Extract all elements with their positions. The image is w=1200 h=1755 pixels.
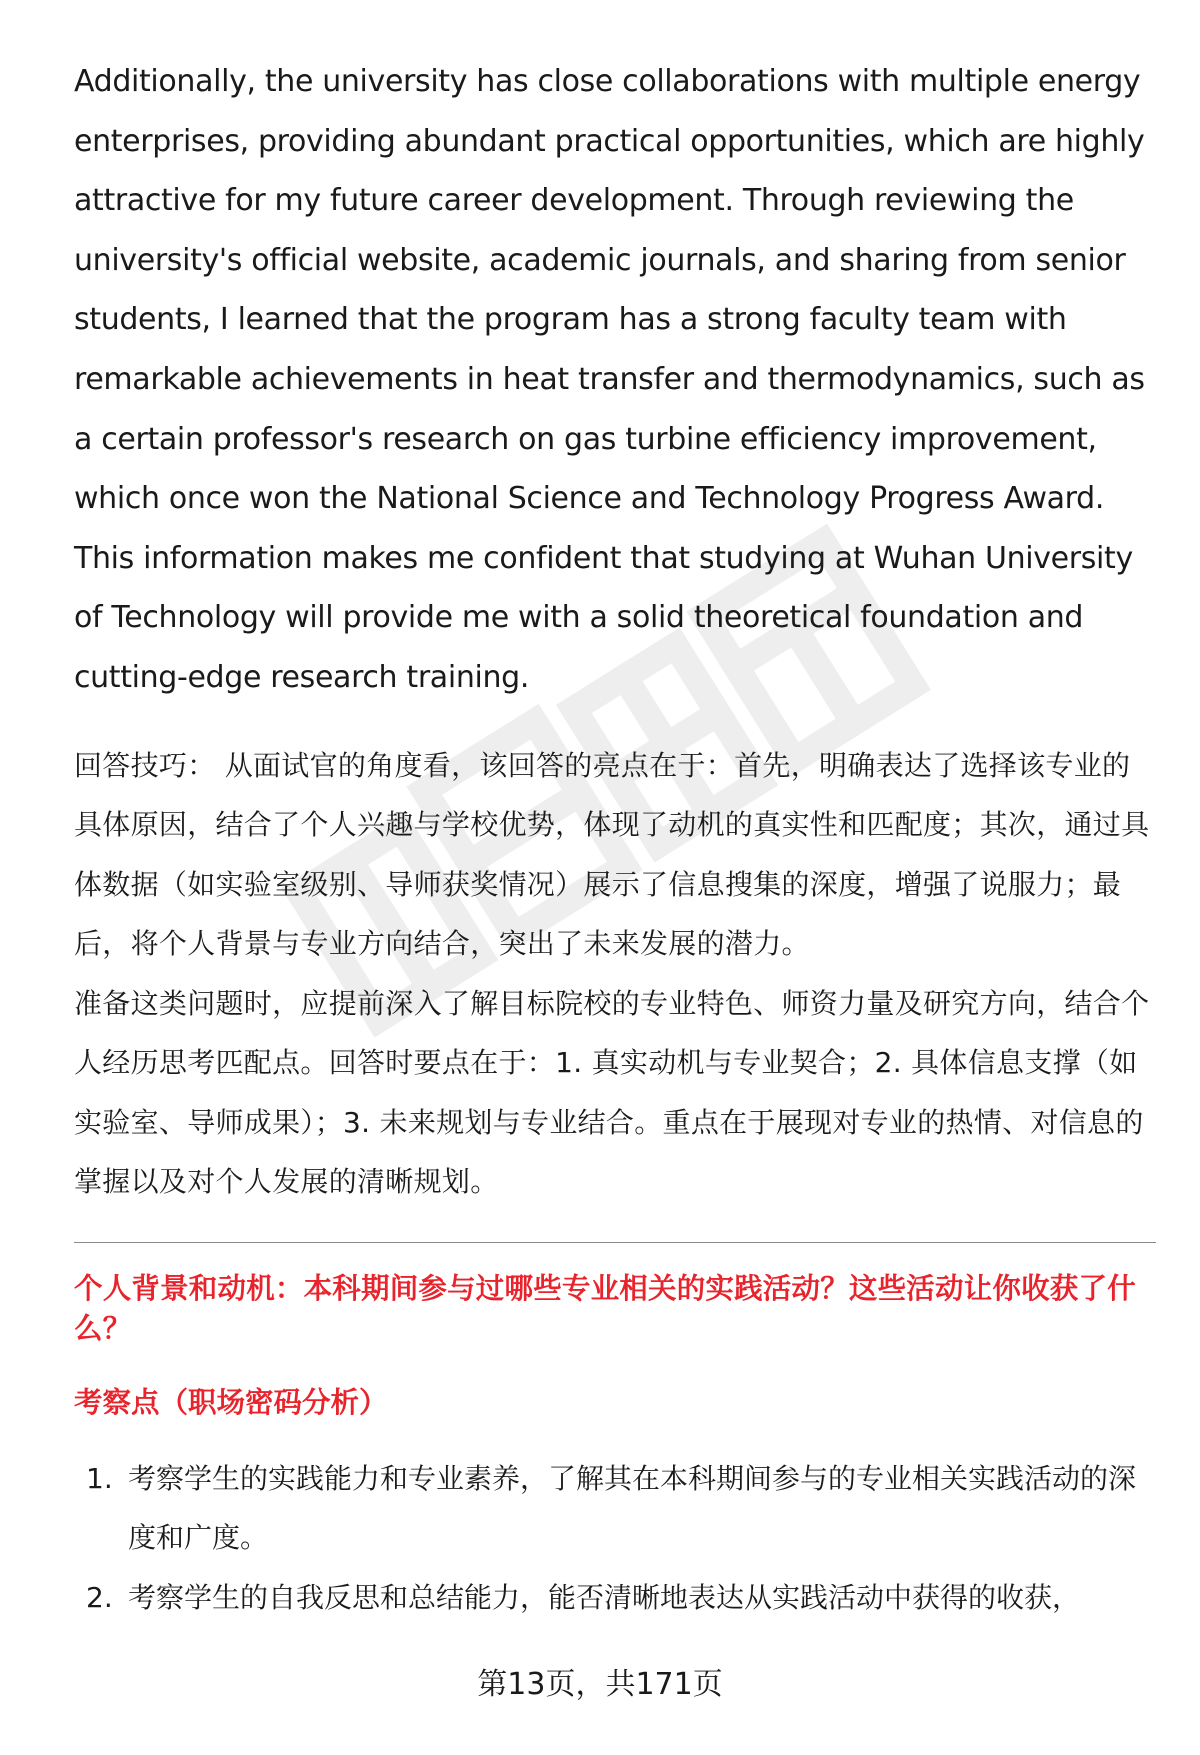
list-item: [74, 1449, 1156, 1568]
list-item-number: 2.: [86, 1580, 113, 1614]
preparation-tip-paragraph: 准备这类问题时，应提前深入了解目标院校的专业特色、师资力量及研究方向，结合个人经历思考匹配点。回答时要点在于：1. 真实动机与专业契合；2. 具体信息支撑（如实验室、导师成果）；3. 未来规划与专业结合。重点在于展现对专业的热情、对信息的掌握以及对个人发展的清晰规划。: [74, 986, 1150, 1199]
section-heading: 考察点（职场密码分析）: [74, 1385, 388, 1419]
question-heading: 个人背景和动机：本科期间参与过哪些专业相关的实践活动？这些活动让你收获了什么？: [74, 1271, 1136, 1345]
list-item-number: 1.: [86, 1461, 113, 1495]
content: [74, 52, 1156, 1627]
list-item-text: 考察学生的实践能力和专业素养，了解其在本科期间参与的专业相关实践活动的深度和广度。: [128, 1461, 1137, 1555]
body-paragraph: Additionally, the university has close collaborations with multiple energy enterprises, providing abundant practical opportunities, which are highly attractive for my future career development. Through reviewing the university's official website, academic journals, and sharing from senior students, I learned that the program has a strong faculty team with remarkable achievements in heat transfer and thermodynamics, such as a certain professor's research on gas turbine efficiency improvement, which once won the National Science and Technology Progress Award. This information makes me confident that studying at Wuhan University of Technology will provide me with a solid theoretical foundation and cutting-edge research training.: [74, 64, 1145, 695]
page-number-footer: 第13页，共171页: [477, 1667, 723, 1702]
section-divider: [74, 1242, 1156, 1243]
answer-tip: [74, 736, 1156, 1212]
assessment-points-list: [74, 1449, 1156, 1628]
list-item: [74, 1568, 1156, 1628]
list-item-text: 考察学生的自我反思和总结能力，能否清晰地表达从实践活动中获得的收获，: [128, 1580, 1081, 1614]
answer-tip-paragraph: 回答技巧： 从面试官的角度看，该回答的亮点在于：首先，明确表达了选择该专业的具体原因，结合了个人兴趣与学校优势，体现了动机的真实性和匹配度；其次，通过具体数据（如实验室级别、导师获奖情况）展示了信息搜集的深度，增强了说服力；最后，将个人背景与专业方向结合，突出了未来发展的潜力。: [74, 748, 1150, 961]
